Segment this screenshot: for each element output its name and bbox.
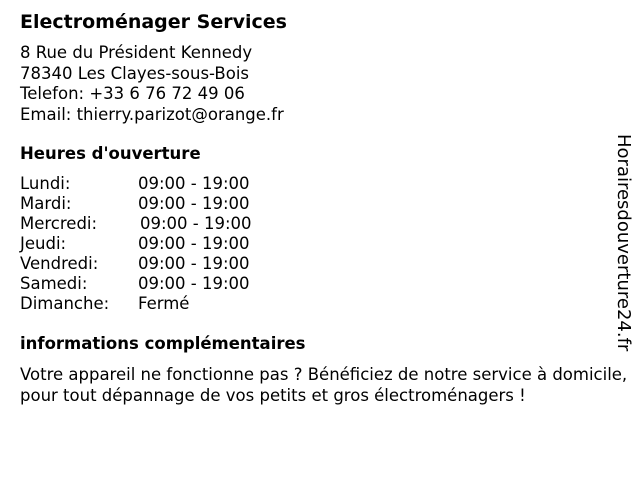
site-watermark-label: Horairesdouverture24.fr	[613, 134, 634, 352]
hours-row-thursday	[20, 234, 320, 254]
day-hours: 09:00 - 19:00	[138, 194, 250, 213]
contact-block	[20, 43, 284, 125]
hours-row-sunday	[20, 294, 320, 314]
opening-hours-heading: Heures d'ouverture	[20, 144, 201, 163]
day-hours: Fermé	[138, 294, 190, 313]
day-hours: 09:00 - 19:00	[138, 174, 250, 193]
additional-info-text: Votre appareil ne fonctionne pas ? Bénéficiez de notre service à domicile, pour tout dépannage de vos petits et gros électroménagers !	[20, 365, 628, 405]
day-label: Samedi:	[20, 274, 88, 293]
day-hours: 09:00 - 19:00	[138, 274, 250, 293]
hours-row-friday	[20, 254, 320, 274]
day-label: Dimanche:	[20, 294, 110, 313]
day-label: Mercredi:	[20, 214, 98, 233]
hours-row-wednesday	[20, 214, 320, 234]
hours-row-saturday	[20, 274, 320, 294]
email-address[interactable]: Email: thierry.parizot@orange.fr	[20, 104, 284, 124]
address-city: 78340 Les Clayes-sous-Bois	[20, 63, 250, 83]
additional-info-heading: informations complémentaires	[20, 334, 306, 353]
day-label: Vendredi:	[20, 254, 99, 273]
address-street: 8 Rue du Président Kennedy	[20, 43, 253, 62]
hours-row-monday	[20, 174, 320, 194]
day-label: Mardi:	[20, 194, 72, 213]
hours-row-tuesday	[20, 194, 320, 214]
day-label: Jeudi:	[20, 234, 67, 253]
opening-hours-table	[20, 174, 320, 314]
day-hours: 09:00 - 19:00	[138, 234, 250, 253]
business-name: Electroménager Services	[20, 11, 287, 33]
phone-number[interactable]: Telefon: +33 6 76 72 49 06	[20, 84, 245, 103]
day-hours: 09:00 - 19:00	[140, 214, 252, 233]
day-hours: 09:00 - 19:00	[138, 254, 250, 273]
day-label: Lundi:	[20, 174, 71, 193]
